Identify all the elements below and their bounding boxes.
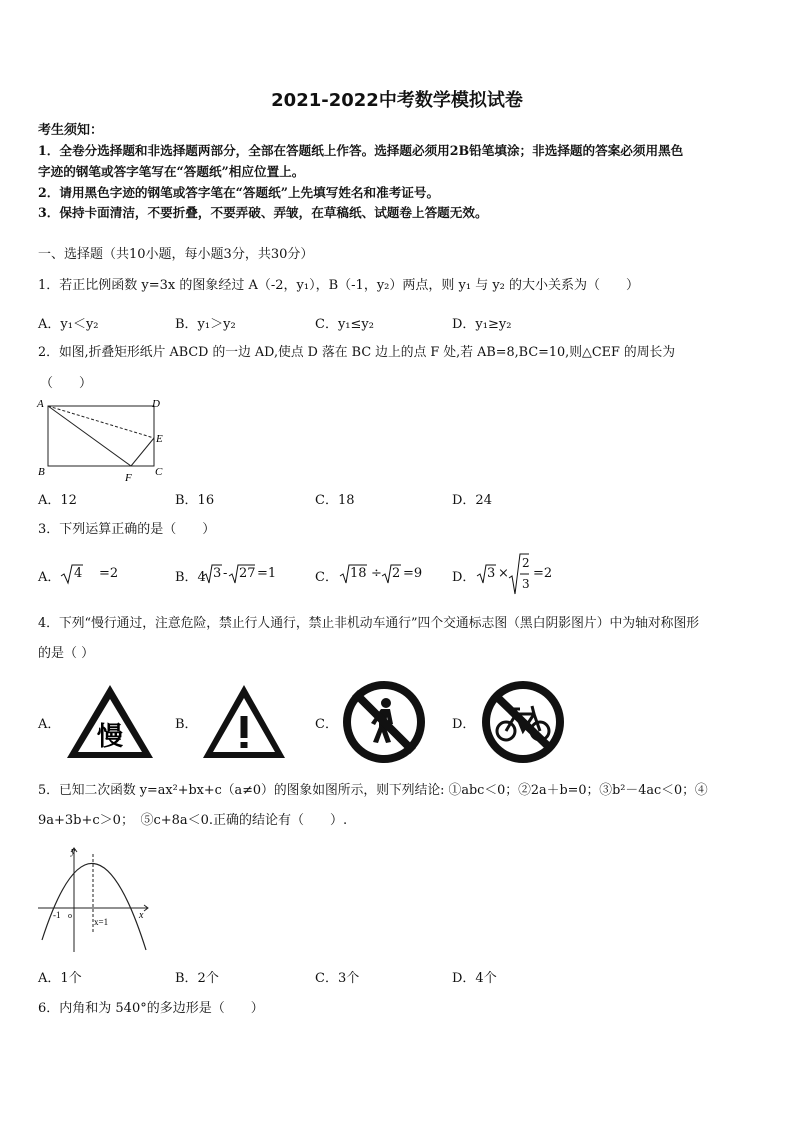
- label-a: A: [37, 398, 44, 410]
- graph-y-label: y: [71, 846, 76, 857]
- q4-option-d[interactable]: D．: [452, 717, 476, 732]
- no-pedestrian-sign-icon[interactable]: [340, 678, 428, 766]
- q3-a-radicand: 4: [74, 566, 83, 581]
- question-4-stem-cont: 的是（ ）: [38, 646, 95, 661]
- q3-c-radicand-1: 18: [350, 566, 367, 581]
- section-heading: 一、选择题（共10小题，每小题3分，共30分）: [38, 247, 314, 262]
- q3-d-times: ×: [498, 566, 509, 581]
- warning-sign-char: !: [200, 682, 201, 683]
- question-1-stem: 1．若正比例函数 y=3x 的图象经过 A（-2，y₁），B（-1，y₂）两点，则 y₁ 与 y₂ 的大小关系为（ ）: [38, 278, 640, 293]
- q3-option-b[interactable]: [175, 562, 285, 588]
- q3-d-denominator: 3: [522, 577, 530, 591]
- q2-option-b[interactable]: B．16: [175, 493, 215, 508]
- q1-option-d[interactable]: D．y₁≥y₂: [452, 317, 512, 332]
- segment-fe: [131, 438, 154, 466]
- q5-option-b[interactable]: B．2个: [175, 971, 219, 986]
- question-4-stem: 4．下列“慢行通过，注意危险，禁止行人通行，禁止非机动车通行”四个交通标志图（黑白阴影图片）中为轴对称图形: [38, 616, 700, 631]
- parabola-curve: [42, 863, 146, 950]
- q1-option-c[interactable]: C．y₁≤y₂: [315, 317, 374, 332]
- q3-b-radicand-2: 27: [239, 566, 256, 581]
- q3-b-label: B．4: [175, 570, 206, 585]
- q3-c-radicand-2: 2: [392, 566, 401, 581]
- q4-option-b[interactable]: B．: [175, 717, 198, 732]
- fold-line-ae: [48, 406, 154, 438]
- q3-c-result: =9: [403, 566, 423, 581]
- graph-axis-label: x=1: [94, 917, 109, 927]
- label-c: C: [155, 466, 163, 478]
- warning-sign-icon[interactable]: [200, 682, 288, 762]
- label-d: D: [152, 398, 160, 410]
- q2-option-a[interactable]: A．12: [38, 493, 77, 508]
- question-2-stem: 2．如图,折叠矩形纸片 ABCD 的一边 AD,使点 D 落在 BC 边上的点 F 处,若 AB=8,BC=10,则△CEF 的周长为: [38, 345, 676, 360]
- no-bicycle-sign-icon[interactable]: [478, 678, 568, 766]
- q2-rectangle-figure: [34, 394, 174, 484]
- q5-option-c[interactable]: C．3个: [315, 971, 360, 986]
- notice-line-1-cont: 字迹的钢笔或答字笔写在“答题纸”相应位置上。: [38, 164, 305, 179]
- question-5-stem-cont: 9a+3b+c＞0； ⑤c+8a＜0.正确的结论有（ ）.: [38, 813, 348, 828]
- question-5-stem: 5．已知二次函数 y=ax²+bx+c（a≠0）的图象如图所示，则下列结论: ①abc＜0；②2a＋b=0；③b²－4ac＜0；④: [38, 783, 708, 798]
- q3-d-radicand: 3: [487, 566, 496, 581]
- q4-option-c[interactable]: C．: [315, 717, 338, 732]
- q3-d-label: D．: [452, 570, 476, 585]
- label-e: E: [156, 433, 163, 445]
- notice-line-1: 1．全卷分选择题和非选择题两部分，全部在答题纸上作答。选择题必须用2B铅笔填涂；非选择题的答案必须用黑色: [38, 143, 684, 158]
- slow-sign-icon[interactable]: [64, 682, 156, 762]
- label-f: F: [125, 472, 132, 484]
- label-b: B: [38, 466, 45, 478]
- page-title: 2021-2022中考数学模拟试卷: [271, 90, 523, 111]
- question-6-stem: 6．内角和为 540°的多边形是（ ）: [38, 1001, 264, 1016]
- notice-heading: 考生须知：: [38, 123, 104, 138]
- notice-line-3: 3．保持卡面清洁，不要折叠，不要弄破、弄皱，在草稿纸、试题卷上答题无效。: [38, 205, 488, 220]
- q1-option-b[interactable]: B．y₁＞y₂: [175, 317, 236, 332]
- q2-option-d[interactable]: D．24: [452, 493, 492, 508]
- notice-line-2: 2．请用黑色字迹的钢笔或答字笔在“答题纸”上先填写姓名和准考证号。: [38, 185, 440, 200]
- q3-b-radicand-1: 3: [213, 566, 222, 581]
- q3-b-minus: -: [223, 566, 228, 581]
- q3-c-divide: ÷: [371, 566, 382, 581]
- q3-option-c[interactable]: [315, 562, 425, 588]
- q3-a-result: =2: [99, 566, 119, 581]
- q3-d-result: =2: [533, 566, 553, 581]
- q5-option-a[interactable]: A．1个: [38, 971, 82, 986]
- fold-line-af: [48, 406, 131, 466]
- q2-option-c[interactable]: C．18: [315, 493, 355, 508]
- question-2-paren: （ ）: [40, 376, 93, 391]
- slow-sign-char: 慢: [96, 722, 124, 752]
- graph-origin-label: o: [68, 911, 72, 920]
- q3-c-label: C．: [315, 570, 338, 585]
- question-3-stem: 3．下列运算正确的是（ ）: [38, 522, 216, 537]
- q3-option-d[interactable]: [452, 552, 562, 596]
- q5-parabola-graph: [34, 842, 156, 954]
- q3-a-label: A．: [38, 570, 61, 585]
- q1-option-a[interactable]: A．y₁＜y₂: [38, 317, 99, 332]
- q3-d-numerator: 2: [522, 556, 530, 570]
- q5-option-d[interactable]: D．4个: [452, 971, 497, 986]
- graph-neg1-label: -1: [53, 910, 61, 920]
- graph-x-label: x: [139, 910, 144, 921]
- q4-option-a[interactable]: A．: [38, 717, 61, 732]
- q3-b-result: =1: [257, 566, 277, 581]
